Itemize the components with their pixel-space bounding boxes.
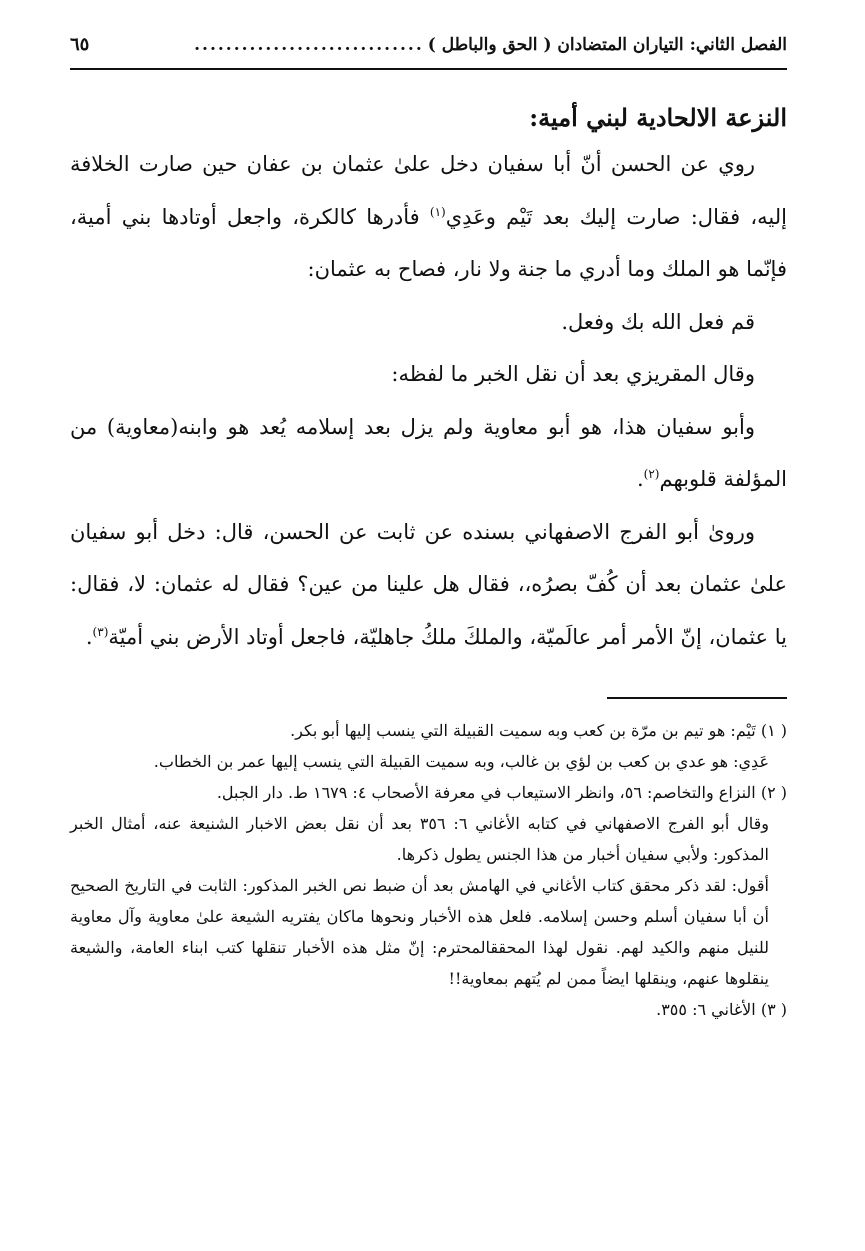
footnote-3: ( ٣) الأغاني ٦: ٣٥٥.: [656, 1000, 787, 1019]
paragraph-text: .: [85, 624, 93, 649]
paragraph-maqrizi: وقال المقريزي بعد أن نقل الخبر ما لفظه:: [391, 362, 755, 386]
footnote-ref-3[interactable]: (٣): [92, 624, 109, 639]
paragraph-text: وأبو سفيان هذا، هو أبو معاوية ولم يزل بعد إسلامه يُعد هو وابنه(معاوية) من المؤلفة قلوبهم: [70, 414, 787, 491]
paragraph-text: فأدرها كالكرة، واجعل أوتادها بني أمية، فإنّما هو الملك وما أدري ما جنة ولا نار، فصاح به عثمان:: [70, 204, 787, 281]
running-header: [70, 30, 787, 70]
paragraph-isfahani: [70, 506, 787, 664]
paragraph-text: روي عن الحسن أنّ أبا سفيان دخل علىٰ عثمان بن عفان حين صارت الخلافة إليه، فقال: صارت إليك بعد تَيْم وعَدِي: [70, 152, 787, 229]
paragraph-text: .: [636, 467, 644, 491]
footnote-2-commentary: أقول: لقد ذكر محقق كتاب الأغاني في الهامش بعد أن ضبط نص الخبر المذكور: الثابت في التاريخ الصحيح أن أبا سفيان أسلم وحسن إسلامه. فلعل هذه الأخبار ونحوها ماكان يفتريه الشيعة علىٰ معاوية وآل معاوية للنيل منهم والكيد لهم. نقول لهذا المحققالمحترم: إنّ مثل هذه الأخبار تنقلها كتب ابناء العامة، والشيعة ينقلوها عنهم، وينقلها ايضاً ممن لم يُتهم بمعاوية!!: [70, 876, 769, 988]
footnote-1-continued: عَدِي: هو عدي بن كعب بن لؤي بن غالب، وبه سميت القبيلة التي ينسب إليها عمر بن الخطاب.: [153, 752, 769, 771]
chapter-title: الفصل الثاني: التياران المتضادان ( الحق والباطل ): [427, 35, 787, 55]
footnote-separator: [607, 697, 787, 699]
footnote-2: ( ٢) النزاع والتخاصم: ٥٦، وانظر الاستيعاب في معرفة الأصحاب ٤: ١٦٧٩ ط. دار الجبل.: [216, 783, 787, 802]
paragraph-text: وروىٰ أبو الفرج الاصفهاني بسنده عن ثابت عن الحسن، قال: دخل أبو سفيان علىٰ عثمان بعد أن كُفّ بصرُه،، فقال هل علينا من عين؟ فقال له عثمان: لا، فقال: يا عثمان، إنّ الأمر أمر عالَميّة، والملكَ ملكُ جاهليّة، فاجعل أوتاد الأرض بني أميّة: [70, 519, 787, 649]
section-title: النزعة الالحادية لبني أمية:: [529, 103, 787, 132]
footnote-2-isfahani: وقال أبو الفرج الاصفهاني في كتابه الأغاني ٦: ٣٥٦ بعد أن نقل بعض الاخبار الشنيعة عنه، أمثال الخبر المذكور: ولأبي سفيان أخبار من هذا الجنس يطول ذكرها.: [70, 814, 769, 864]
page-number: ٦٥: [70, 34, 90, 55]
footnote-ref-2[interactable]: (٢): [643, 467, 660, 481]
main-text: [70, 138, 787, 663]
footnote-1: ( ١) تَيْم: هو تيم بن مرّة بن كعب وبه سميت القبيلة التي ينسب إليها أبو بكر.: [290, 721, 787, 740]
paragraph-muawiya: [70, 401, 787, 506]
paragraph-uthman-reply: قم فعل الله بك وفعل.: [561, 309, 755, 334]
footnotes: [70, 715, 787, 1025]
paragraph-abu-sufyan-visit: [70, 138, 787, 296]
leader-dots: .............................: [194, 35, 424, 55]
footnote-ref-1[interactable]: (١): [429, 204, 446, 219]
